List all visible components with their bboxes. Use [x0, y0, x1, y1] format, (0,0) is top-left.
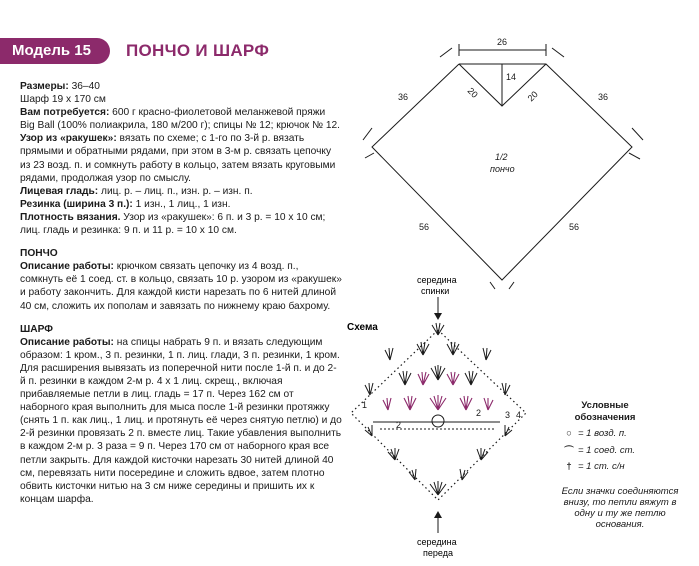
double-crochet-icon: † [566, 461, 572, 472]
dim-upper-right: 36 [598, 92, 609, 102]
row-num-right-2: 2 [476, 408, 482, 418]
row-num-left-1: 1 [362, 400, 368, 410]
slip-stitch-icon: ⌒ [564, 446, 574, 457]
sizes: Размеры: 36–40 [20, 81, 100, 92]
chain-icon: ○ [566, 428, 572, 439]
legend-dc: † = 1 ст. с/н [560, 461, 699, 472]
materials: Вам потребуется: 600 г красно-фиолетовой меланжевой пряжи Big Ball (100% полиакрила, 180 м/200 г); спицы № 12; крючок № 12. [20, 107, 341, 132]
row-num-right-4: 4 [516, 410, 522, 420]
top-label-2: спинки [421, 286, 450, 296]
legend-slip: ⌒ = 1 соед. ст. [560, 443, 699, 457]
model-badge: Модель 15 [0, 38, 110, 64]
scarf-description: Описание работы: на спицы набрать 9 п. и вязать следующим образом: 1 кром., 3 п. резинки, 1 п. лиц. глади, 3 п. резинки, 1 кром. Для расширения вывязать из поперечной нити после 1-й п. и до 2-й п. резинки в каждом 2-м р. 4 x 1 лиц. скрещ., включая прибавляемые петли в лиц. гладь = 17 п. Через 162 см от наборного края выполнить для мыса после 1-й резинки протяжку (снять 1 п. как лиц., 1 лиц. и протянуть её через снятую петлю) и до 2-й резинки провязать 2 п. вместе лиц. Такие убавления выполнить в каждом 2-м р. 3 раза = 9 п. Через 170 см от наборного края все петли закрыть. Для каждой кисточки нарезать 30 нитей длиной 40 см, перевязать нити посередине и сложить вдвое, затем плотно обвить кисточки нитью на 3 см ниже середины и пришить их к концам шарфа. [20, 336, 342, 505]
bottom-label-2: переда [423, 548, 453, 558]
rib: Резинка (ширина 3 п.): 1 изн., 1 лиц., 1 изн. [20, 198, 231, 210]
dim-lower-left: 56 [419, 222, 430, 232]
page-title: ПОНЧО И ШАРФ [126, 41, 270, 60]
pattern-word: пончо [490, 164, 515, 174]
foundation-ring [432, 415, 444, 427]
shell-pattern: Узор из «ракушек»: вязать по схеме; с 1-го по 3-й р. вязать прямыми и обратными рядами, при этом в 3-м р. связать цепочку из 23 возд. п. и сомкнуть работу в кольцо, затем вязать круговыми рядами, продолжая узор по смыслу. [20, 133, 336, 184]
dim-diag-left: 20 [465, 85, 480, 100]
gauge: Плотность вязания. Узор из «ракушек»: 6 п. и 3 р. = 10 x 10 см; лиц. гладь и резинка: 9 п. и 11 р. = 10 x 10 см. [20, 211, 326, 237]
poncho-description: Описание работы: крючком связать цепочку из 4 возд. п., сомкнуть её 1 соед. ст. в кольцо, связать 10 р. узором из «ракушек» и работу закончить. Для каждой кисти нарезать по 6 нитей длиной 40 см, сложить их пополам и завязать по нижнему краю бахрому. [20, 261, 342, 312]
pattern-labels [398, 37, 608, 232]
dim-center: 14 [506, 72, 517, 82]
scarf-size: Шарф 19 x 170 см [20, 94, 106, 106]
row-num-left-2: 2 [396, 420, 402, 430]
chart-title: Схема [347, 322, 378, 333]
fraction: 1/2 [495, 152, 508, 162]
legend-heading-1: Условные [581, 400, 629, 411]
legend-heading-2: обозначения [574, 412, 636, 423]
stockinette: Лицевая гладь: лиц. р. – лиц. п., изн. р. – изн. п. [20, 185, 253, 197]
bottom-label-1: середина [417, 537, 457, 547]
row-num-right-3: 3 [505, 410, 511, 420]
dim-upper-left: 36 [398, 92, 409, 102]
poncho-heading: ПОНЧО [20, 248, 58, 260]
crochet-chart [347, 275, 526, 558]
dim-lower-right: 56 [569, 222, 580, 232]
dim-top: 26 [497, 37, 508, 47]
dim-diag-right: 20 [525, 89, 540, 104]
scarf-heading: ШАРФ [20, 323, 53, 335]
legend-chain: ○ = 1 возд. п. [560, 428, 699, 439]
top-label-1: середина [417, 275, 457, 285]
legend [560, 400, 699, 530]
legend-note: Если значки соединяются внизу, то петли вяжут в одну и ту же петлю основания. [561, 486, 679, 530]
